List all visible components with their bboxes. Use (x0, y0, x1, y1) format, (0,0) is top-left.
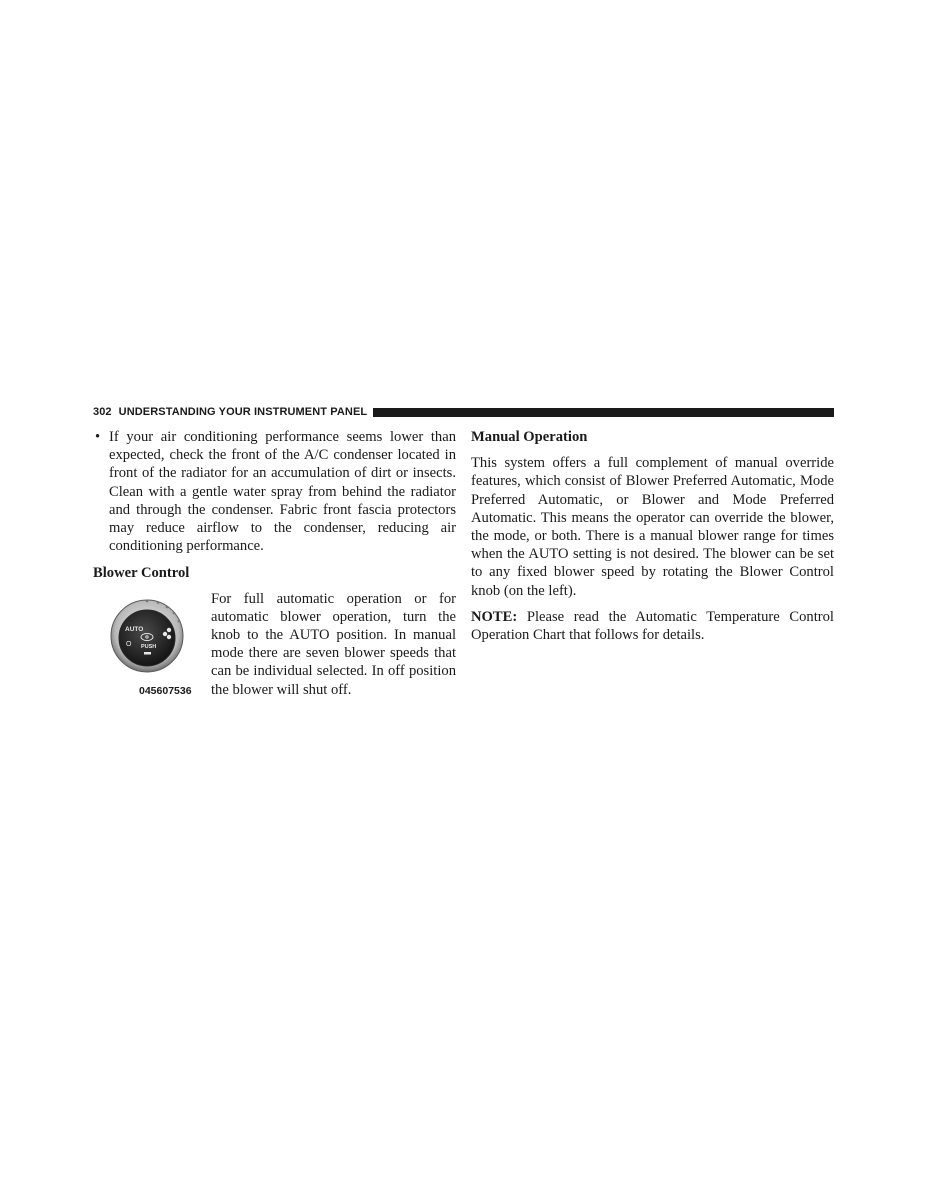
note-paragraph (471, 608, 834, 644)
bullet-item (93, 428, 456, 555)
section-title: UNDERSTANDING YOUR INSTRUMENT PANEL (118, 406, 368, 418)
bullet-dot: • (95, 429, 101, 445)
manual-operation-text: This system offers a full complement of manual override features, which consist of Blower Preferred Automatic, Mode Preferred Automatic, or Blower and Mode Preferred Automatic. This means the operator can override the blower, the mode, or both. There is a manual blower range for times when the AUTO setting is not desired. The blower can be set to any fixed blower speed by rotating the Blower Control knob (on the left). (471, 455, 834, 599)
header-rule (373, 408, 834, 417)
knob-auto-label: AUTO (125, 625, 144, 633)
page-number: 302 (93, 406, 112, 418)
manual-operation-heading: Manual Operation (471, 429, 588, 445)
note-label: NOTE: (471, 608, 518, 625)
knob-indicator (144, 652, 151, 655)
knob-off-symbol: O (126, 640, 132, 648)
knob-push-label: PUSH (141, 643, 157, 650)
page-header (93, 405, 834, 419)
right-column (471, 428, 834, 644)
blower-figure-row (93, 590, 456, 698)
note-text: Please read the Automatic Temperature Control Operation Chart that follows for details. (471, 608, 834, 644)
blower-knob-icon (107, 596, 199, 682)
figure-caption: 045607536 (139, 684, 192, 697)
blower-knob-figure (107, 596, 199, 696)
blower-control-heading: Blower Control (93, 565, 190, 582)
left-column (93, 428, 456, 698)
bullet-text: If your air conditioning performance seems lower than expected, check the front of the A/C condenser located in front of the radiator for an accumulation of dirt or insects. Clean with a gentle water spray from behind the radiator and through the condenser. Fabric front fascia protectors may reduce airflow to the condenser, reducing air conditioning performance. (109, 429, 456, 555)
blower-control-text: For full automatic operation or for automatic blower operation, turn the knob to the AUTO position. In manual mode there are seven blower speeds that can be individual selected. In off position the blower will shut off. (211, 590, 456, 698)
